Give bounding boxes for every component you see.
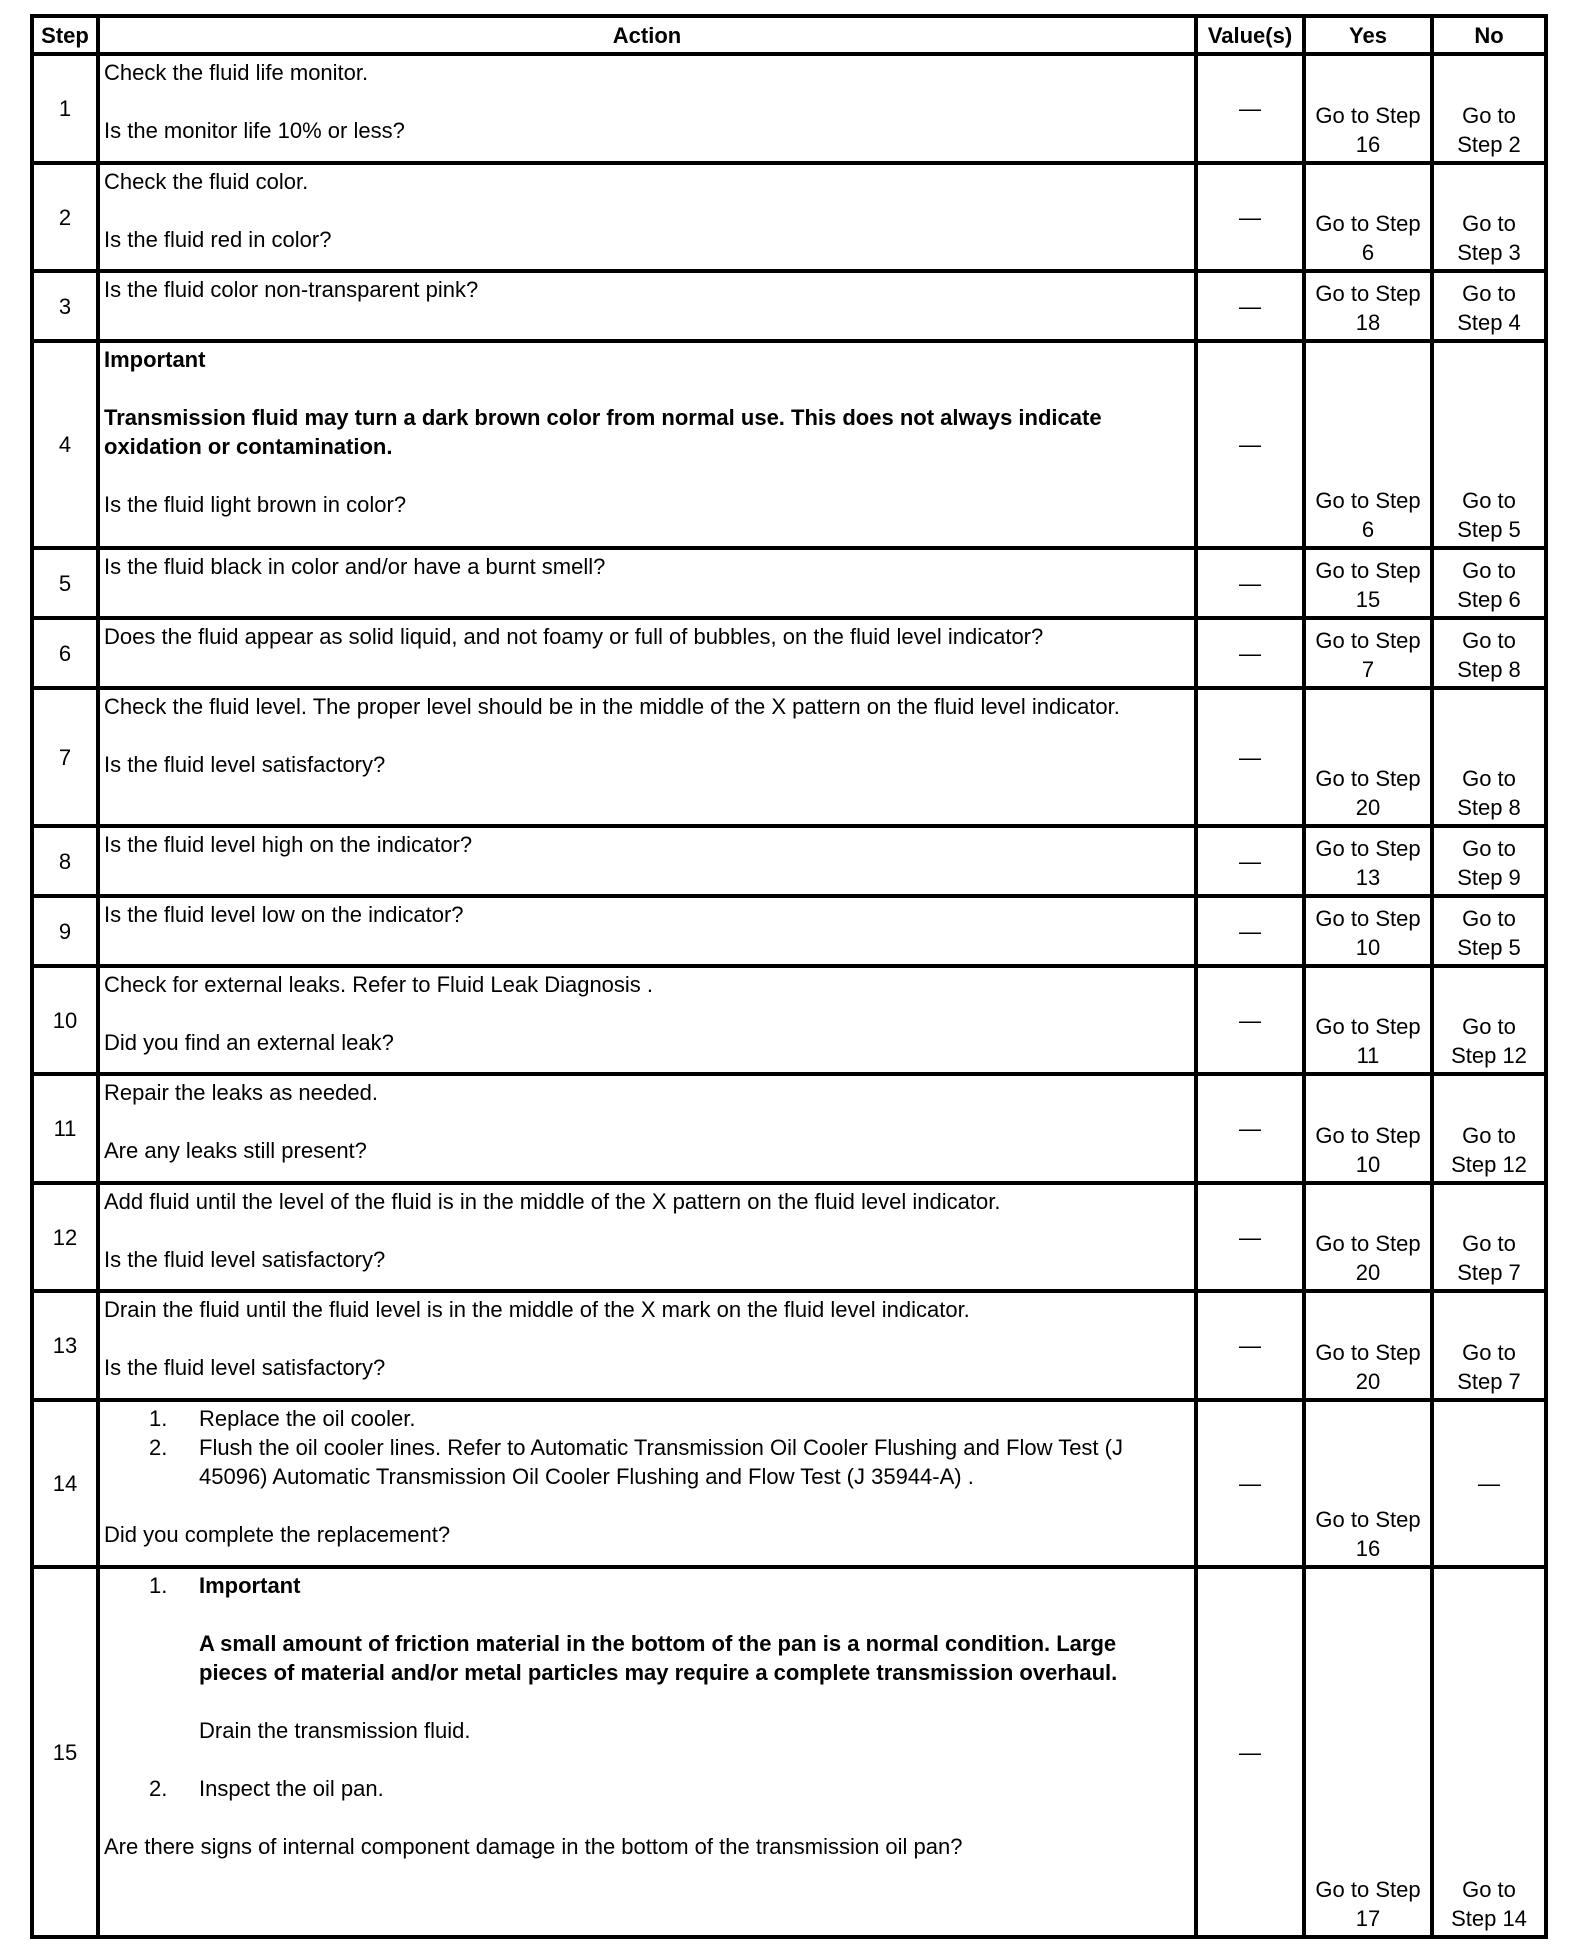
step-number: 5 [32,548,98,618]
step-number: 15 [32,1567,98,1937]
yes-cell: Go to Step 6 [1304,163,1432,271]
action-cell [98,1291,1196,1400]
table-row [32,966,1546,1074]
value-cell: — [1196,826,1304,896]
no-cell: Go to Step 7 [1432,1291,1546,1400]
action-text: Is the fluid color non-transparent pink? [104,277,479,302]
action-text: Is the fluid level satisfactory? [104,752,386,777]
action-text: Check for external leaks. Refer to Fluid Leak Diagnosis . [104,972,654,997]
header-values: Value(s) [1196,16,1304,54]
yes-cell: Go to Step 20 [1304,1291,1432,1400]
step-number: 9 [32,896,98,966]
table-row [32,1567,1546,1937]
list-number: 1. [149,1573,168,1598]
step-number: 10 [32,966,98,1074]
list-text: Important [199,1573,301,1598]
no-cell: Go to Step 8 [1432,618,1546,688]
yes-cell: Go to Step 7 [1304,618,1432,688]
no-cell: Go to Step 14 [1432,1567,1546,1937]
yes-cell: Go to Step 17 [1304,1567,1432,1937]
step-number: 7 [32,688,98,826]
step-number: 11 [32,1074,98,1183]
action-cell [98,826,1196,896]
action-text: Did you complete the replacement? [104,1522,451,1547]
action-text: Drain the fluid until the fluid level is in the middle of the X mark on the fluid level indicator. [104,1297,970,1322]
value-cell: — [1196,1074,1304,1183]
yes-cell: Go to Step 18 [1304,271,1432,341]
table-row [32,271,1546,341]
spacer [104,1803,1190,1832]
step-number: 4 [32,341,98,548]
header-action: Action [98,16,1196,54]
step-number: 3 [32,271,98,341]
important-note: Transmission fluid may turn a dark brown color from normal use. This does not always indicate oxidation or contamination. [104,405,1102,459]
spacer [104,196,1190,225]
step-number: 14 [32,1400,98,1567]
action-cell [98,1183,1196,1291]
table-row [32,1183,1546,1291]
header-row [32,16,1546,54]
action-text: Is the fluid level satisfactory? [104,1247,386,1272]
value-cell: — [1196,896,1304,966]
table-row [32,618,1546,688]
spacer [104,1107,1190,1136]
table-row [32,1400,1546,1567]
yes-cell: Go to Step 16 [1304,54,1432,163]
spacer [104,1745,1190,1774]
yes-cell: Go to Step 20 [1304,688,1432,826]
action-text: Drain the transmission fluid. [199,1718,471,1743]
action-text: Did you find an external leak? [104,1030,394,1055]
list-item [104,1774,1190,1803]
spacer [104,1491,1190,1520]
table-row [32,54,1546,163]
list-number: 1. [149,1406,168,1431]
action-text: Does the fluid appear as solid liquid, and not foamy or full of bubbles, on the fluid level indicator? [104,624,1044,649]
header-no: No [1432,16,1546,54]
value-cell: — [1196,1567,1304,1937]
value-cell: — [1196,966,1304,1074]
action-text: Check the fluid color. [104,169,309,194]
no-cell: Go to Step 6 [1432,548,1546,618]
action-text: Is the fluid red in color? [104,227,332,252]
action-text: Repair the leaks as needed. [104,1080,378,1105]
no-cell: Go to Step 2 [1432,54,1546,163]
action-cell [98,548,1196,618]
list-number: 2. [149,1776,168,1801]
no-cell: Go to Step 9 [1432,826,1546,896]
action-text: Is the fluid level satisfactory? [104,1355,386,1380]
list-text: Inspect the oil pan. [199,1776,384,1801]
action-text: Is the fluid black in color and/or have a burnt smell? [104,554,606,579]
value-cell: — [1196,1183,1304,1291]
yes-cell: Go to Step 11 [1304,966,1432,1074]
list-item [104,1571,1190,1600]
spacer [104,1687,1190,1716]
action-cell [98,966,1196,1074]
no-cell: Go to Step 12 [1432,966,1546,1074]
yes-cell: Go to Step 10 [1304,896,1432,966]
no-cell: Go to Step 5 [1432,896,1546,966]
table-row [32,1291,1546,1400]
action-cell [98,271,1196,341]
spacer [104,1600,1190,1629]
action-text: Check the fluid life monitor. [104,60,369,85]
no-cell: Go to Step 8 [1432,688,1546,826]
spacer [104,1216,1190,1245]
action-cell [98,163,1196,271]
list-item [104,1433,1190,1491]
no-cell: Go to Step 12 [1432,1074,1546,1183]
step-number: 13 [32,1291,98,1400]
value-cell: — [1196,341,1304,548]
action-cell [98,1567,1196,1937]
spacer [104,461,1190,490]
step-number: 1 [32,54,98,163]
table-row [32,548,1546,618]
no-cell: Go to Step 7 [1432,1183,1546,1291]
table-row [32,688,1546,826]
no-cell: — [1432,1400,1546,1567]
action-cell [98,896,1196,966]
value-cell: — [1196,618,1304,688]
value-cell: — [1196,54,1304,163]
no-cell: Go to Step 4 [1432,271,1546,341]
step-number: 8 [32,826,98,896]
action-text: Check the fluid level. The proper level should be in the middle of the X pattern on the fluid level indicator. [104,694,1120,719]
no-cell: Go to Step 5 [1432,341,1546,548]
action-cell [98,1074,1196,1183]
action-cell [98,688,1196,826]
list-number: 2. [149,1435,168,1460]
value-cell: — [1196,163,1304,271]
value-cell: — [1196,1400,1304,1567]
diagnostic-table [30,14,1548,1939]
spacer [104,374,1190,403]
step-number: 2 [32,163,98,271]
table-row [32,896,1546,966]
header-step: Step [32,16,98,54]
spacer [104,87,1190,116]
action-text: Is the fluid light brown in color? [104,492,407,517]
no-cell: Go to Step 3 [1432,163,1546,271]
action-cell [98,618,1196,688]
step-number: 12 [32,1183,98,1291]
value-cell: — [1196,271,1304,341]
yes-cell: Go to Step 20 [1304,1183,1432,1291]
table-row [32,341,1546,548]
action-text: Is the fluid level high on the indicator? [104,832,473,857]
action-text: Are any leaks still present? [104,1138,367,1163]
action-text: A small amount of friction material in the bottom of the pan is a normal condition. Large pieces of material and/or metal particles may require a complete transmission overhaul. [199,1631,1118,1685]
value-cell: — [1196,1291,1304,1400]
yes-cell: Go to Step 10 [1304,1074,1432,1183]
yes-cell: Go to Step 15 [1304,548,1432,618]
list-item [104,1404,1190,1433]
list-text: Replace the oil cooler. [199,1406,416,1431]
table-row [32,163,1546,271]
action-text: Is the fluid level low on the indicator? [104,902,464,927]
action-cell [98,1400,1196,1567]
action-cell [98,54,1196,163]
action-text: Are there signs of internal component damage in the bottom of the transmission oil pan? [104,1834,963,1859]
spacer [104,721,1190,750]
value-cell: — [1196,548,1304,618]
header-yes: Yes [1304,16,1432,54]
list-text: Flush the oil cooler lines. Refer to Automatic Transmission Oil Cooler Flushing and Flow Test (J 45096) Automatic Transmission Oil Cooler Flushing and Flow Test (J 35944-A) . [199,1435,1123,1489]
spacer [104,999,1190,1028]
yes-cell: Go to Step 6 [1304,341,1432,548]
table-row [32,826,1546,896]
step-number: 6 [32,618,98,688]
action-text: Is the monitor life 10% or less? [104,118,405,143]
action-cell [98,341,1196,548]
yes-cell: Go to Step 16 [1304,1400,1432,1567]
table-row [32,1074,1546,1183]
spacer [104,1324,1190,1353]
value-cell: — [1196,688,1304,826]
important-note: Important [104,347,206,372]
yes-cell: Go to Step 13 [1304,826,1432,896]
action-text: Add fluid until the level of the fluid is in the middle of the X pattern on the fluid level indicator. [104,1189,1001,1214]
